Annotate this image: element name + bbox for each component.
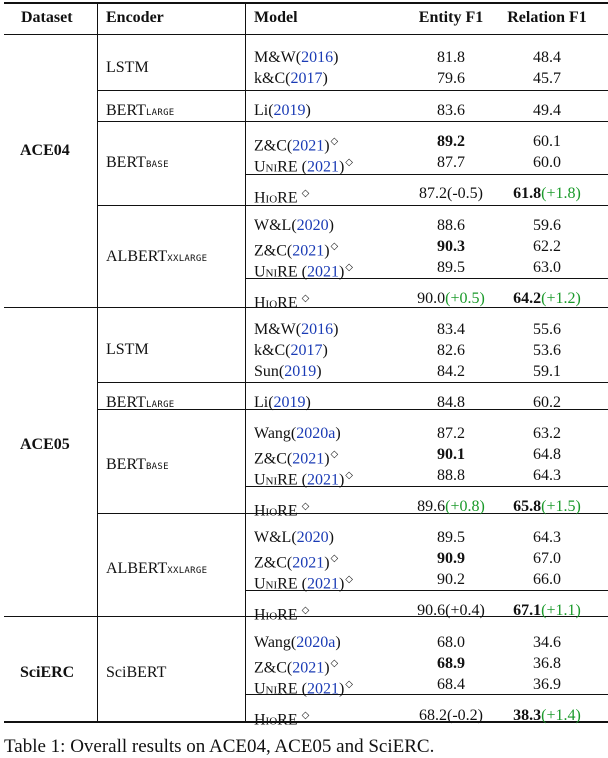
diamond-icon: ◇ [345,157,353,168]
encoder-name: ALBERT [106,560,168,577]
encoder-label [106,393,175,415]
encoder-label [106,101,175,123]
model-suffix: ) [324,659,330,677]
citation-link[interactable]: 2021 [292,450,325,468]
encoder-name: LSTM [106,59,149,76]
relation-f1-value: 60.0 [533,154,561,171]
model-cell [254,101,311,121]
table-rule [4,2,608,4]
entity-f1-value: 89.2 [437,133,465,150]
diamond-icon: ◇ [301,293,310,304]
citation-link[interactable]: 2016 [301,321,334,338]
citation-link[interactable]: 2017 [290,342,323,359]
diamond-icon: ◇ [345,262,353,273]
encoder-name: BERT [106,456,146,473]
relation-f1-cell [487,424,607,444]
model-name: UniRE ( [254,263,307,281]
relation-f1-value: 60.2 [533,394,561,411]
entity-f1-delta: (+0.8) [445,498,485,515]
relation-f1-cell [487,101,607,121]
relation-f1-value: 34.6 [533,634,561,651]
header-relation-f1: Relation F1 [507,9,587,26]
model-cell [254,341,328,361]
diamond-icon: ◇ [301,501,310,512]
entity-f1-delta: (+0.5) [445,290,485,307]
entity-f1-value: 89.5 [437,529,465,546]
model-name: Sun( [254,363,285,380]
encoder-label [106,58,149,78]
entity-f1-delta: (-0.2) [447,707,483,724]
diamond-icon: ◇ [330,658,339,669]
relation-f1-cell [487,393,607,413]
citation-link[interactable]: 2021 [306,263,339,281]
model-suffix: ) [335,634,341,651]
model-name: Z&C( [254,242,293,260]
entity-f1-value: 87.2 [437,425,465,442]
relation-f1-cell [487,216,607,236]
relation-f1-value: 36.8 [533,655,561,672]
relation-f1-cell [487,706,607,726]
entity-f1-value: 81.8 [437,49,465,66]
relation-f1-cell [487,69,607,89]
encoder-subscript: XXLARGE [167,566,208,576]
model-cell [254,570,353,594]
header-entity-f1: Entity F1 [418,9,484,26]
encoder-label [106,559,207,581]
entity-f1-value: 84.2 [437,363,465,380]
citation-link[interactable]: 2021 [306,158,339,176]
relation-f1-value: 67.0 [533,550,561,567]
relation-f1-cell [487,237,607,257]
entity-f1-delta: (+0.4) [445,602,485,619]
table-rule [98,205,608,206]
relation-f1-value: 64.2 [513,290,542,307]
relation-f1-value: 62.2 [533,238,561,255]
model-cell [254,706,309,730]
diamond-icon: ◇ [330,449,339,460]
relation-f1-cell [487,153,607,173]
entity-f1-value: 68.4 [437,676,465,693]
header-dataset: Dataset [21,9,73,26]
diamond-icon: ◇ [345,574,353,585]
model-name: k&C( [254,342,291,359]
relation-f1-value: 36.9 [533,676,561,693]
table-rule [98,90,608,91]
table-rule [4,34,608,35]
encoder-name: LSTM [106,341,149,358]
relation-f1-cell [487,528,607,548]
diamond-icon: ◇ [330,241,339,252]
relation-f1-value: 64.3 [533,467,561,484]
entity-f1-value: 87.2 [419,185,447,202]
model-suffix: ) [324,242,330,260]
citation-link[interactable]: 2021 [306,471,339,489]
diamond-icon: ◇ [301,710,310,721]
model-suffix: ) [305,394,311,411]
encoder-subscript: BASE [145,160,169,170]
model-name: Li( [254,394,274,411]
citation-link[interactable]: 2021 [306,575,339,593]
citation-link[interactable]: 2017 [290,70,323,87]
entity-f1-value: 88.8 [437,467,465,484]
model-name: HioRE [254,294,298,312]
encoder-name: SciBERT [106,664,167,681]
diamond-icon: ◇ [330,553,339,564]
dataset-label: ACE04 [20,142,70,159]
relation-f1-cell [487,654,607,674]
relation-f1-cell [487,132,607,152]
relation-f1-cell [487,48,607,68]
citation-link[interactable]: 2021 [292,242,325,260]
entity-f1-value: 83.4 [437,321,465,338]
model-name: HioRE [254,502,298,520]
model-suffix: ) [335,425,341,442]
header-model: Model [254,9,298,26]
relation-f1-delta: (+1.2) [541,290,581,307]
model-suffix: ) [328,217,334,234]
entity-f1-value: 68.9 [437,655,465,672]
citation-link[interactable]: 2020a [296,634,336,651]
relation-f1-cell [487,320,607,340]
model-name: Z&C( [254,450,293,468]
encoder-label [106,455,169,477]
model-cell [254,48,338,68]
model-cell [254,216,334,236]
encoder-subscript: BASE [145,462,169,472]
table-rule [98,382,608,383]
relation-f1-value: 59.1 [533,363,561,380]
citation-link[interactable]: 2021 [292,659,325,677]
encoder-subscript: LARGE [145,108,175,118]
relation-f1-cell [487,341,607,361]
entity-f1-value: 68.0 [437,634,465,651]
model-name: M&W( [254,49,302,66]
model-cell [254,466,353,490]
header-encoder: Encoder [106,9,164,26]
diamond-icon: ◇ [345,470,353,481]
relation-f1-delta: (+1.1) [541,602,581,619]
entity-f1-delta: (-0.5) [447,185,483,202]
entity-f1-value: 90.9 [437,550,465,567]
diamond-icon: ◇ [345,679,353,690]
relation-f1-delta: (+1.5) [541,498,581,515]
relation-f1-value: 63.2 [533,425,561,442]
model-cell [254,528,334,548]
entity-f1-value: 89.5 [437,259,465,276]
relation-f1-value: 45.7 [533,70,561,87]
relation-f1-value: 63.0 [533,259,561,276]
model-name: HioRE [254,189,298,207]
relation-f1-cell [487,633,607,653]
relation-f1-value: 64.8 [533,446,561,463]
relation-f1-cell [487,570,607,590]
model-name: UniRE ( [254,158,307,176]
model-suffix: ) [324,450,330,468]
relation-f1-value: 49.4 [533,102,561,119]
model-cell [254,675,353,699]
model-cell [254,153,353,177]
table-vrule [97,2,98,723]
diamond-icon: ◇ [301,188,310,199]
model-name: k&C( [254,70,291,87]
citation-link[interactable]: 2021 [292,137,325,155]
encoder-subscript: XXLARGE [167,254,208,264]
model-cell [254,393,311,413]
model-name: UniRE ( [254,575,307,593]
relation-f1-cell [487,601,607,621]
model-suffix: ) [338,158,345,176]
encoder-label [106,247,207,269]
encoder-name: BERT [106,394,146,411]
model-name: M&W( [254,321,302,338]
entity-f1-value: 84.8 [437,394,465,411]
relation-f1-cell [487,258,607,278]
model-suffix: ) [322,70,328,87]
relation-f1-cell [487,466,607,486]
model-name: W&L( [254,529,297,546]
encoder-label [106,153,169,175]
model-name: HioRE [254,606,298,624]
entity-f1-value: 68.2 [419,707,447,724]
model-name: HioRE [254,711,298,729]
relation-f1-value: 65.8 [513,498,542,515]
relation-f1-value: 61.8 [513,185,542,202]
model-cell [254,633,341,653]
dataset-label: ACE05 [20,436,70,453]
model-name: Li( [254,102,274,119]
entity-f1-value: 90.1 [437,446,465,463]
model-suffix: ) [322,342,328,359]
model-name: Wang( [254,425,297,442]
diamond-icon: ◇ [301,605,310,616]
model-cell [254,424,341,444]
relation-f1-delta: (+1.8) [541,185,581,202]
citation-link[interactable]: 2019 [284,363,317,380]
model-suffix: ) [333,321,339,338]
citation-link[interactable]: 2021 [306,680,339,698]
citation-link[interactable]: 2020 [296,217,329,234]
relation-f1-cell [487,362,607,382]
entity-f1-value: 90.6 [417,602,446,619]
citation-link[interactable]: 2021 [292,554,325,572]
relation-f1-cell [487,497,607,517]
model-name: UniRE ( [254,680,307,698]
entity-f1-value: 89.6 [417,498,446,515]
encoder-name: BERT [106,102,146,119]
encoder-subscript: LARGE [145,400,175,410]
encoder-name: ALBERT [106,248,168,265]
model-cell [254,497,309,521]
model-suffix: ) [324,554,330,572]
model-suffix: ) [338,471,345,489]
relation-f1-value: 59.6 [533,217,561,234]
model-suffix: ) [333,49,339,66]
relation-f1-cell [487,549,607,569]
dataset-label: SciERC [20,664,75,681]
relation-f1-value: 64.3 [533,529,561,546]
model-suffix: ) [338,680,345,698]
model-suffix: ) [328,529,334,546]
entity-f1-value: 82.6 [437,342,465,359]
citation-link[interactable]: 2019 [273,394,306,411]
table-caption: Table 1: Overall results on ACE04, ACE05 and SciERC. [4,736,435,757]
table-vrule [245,2,246,723]
model-cell [254,258,353,282]
citation-link[interactable]: 2019 [273,102,306,119]
model-name: Wang( [254,634,297,651]
model-name: UniRE ( [254,471,307,489]
relation-f1-value: 60.1 [533,133,561,150]
citation-link[interactable]: 2020a [296,425,336,442]
diamond-icon: ◇ [330,136,339,147]
relation-f1-value: 66.0 [533,571,561,588]
model-suffix: ) [338,575,345,593]
model-name: W&L( [254,217,297,234]
relation-f1-cell [487,289,607,309]
citation-link[interactable]: 2016 [301,49,334,66]
model-cell [254,289,309,313]
relation-f1-value: 53.6 [533,342,561,359]
model-suffix: ) [316,363,322,380]
relation-f1-cell [487,184,607,204]
model-cell [254,69,328,89]
entity-f1-value: 90.2 [437,571,465,588]
model-name: Z&C( [254,137,293,155]
model-suffix: ) [305,102,311,119]
model-suffix: ) [338,263,345,281]
encoder-label [106,340,149,360]
relation-f1-value: 67.1 [513,602,542,619]
entity-f1-value: 88.6 [437,217,465,234]
entity-f1-value: 90.0 [417,290,446,307]
relation-f1-delta: (+1.4) [541,707,581,724]
relation-f1-value: 38.3 [513,707,542,724]
relation-f1-cell [487,675,607,695]
entity-f1-value: 83.6 [437,102,465,119]
encoder-name: BERT [106,154,146,171]
relation-f1-value: 55.6 [533,321,561,338]
model-cell [254,601,309,625]
relation-f1-value: 48.4 [533,49,561,66]
model-cell [254,362,322,382]
model-cell [254,320,338,340]
entity-f1-value: 90.3 [437,238,465,255]
relation-f1-cell [487,445,607,465]
encoder-label [106,663,166,683]
entity-f1-value: 79.6 [437,70,465,87]
model-suffix: ) [324,137,330,155]
citation-link[interactable]: 2020 [296,529,329,546]
model-name: Z&C( [254,659,293,677]
model-name: Z&C( [254,554,293,572]
entity-f1-value: 87.7 [437,154,465,171]
model-cell [254,184,309,208]
